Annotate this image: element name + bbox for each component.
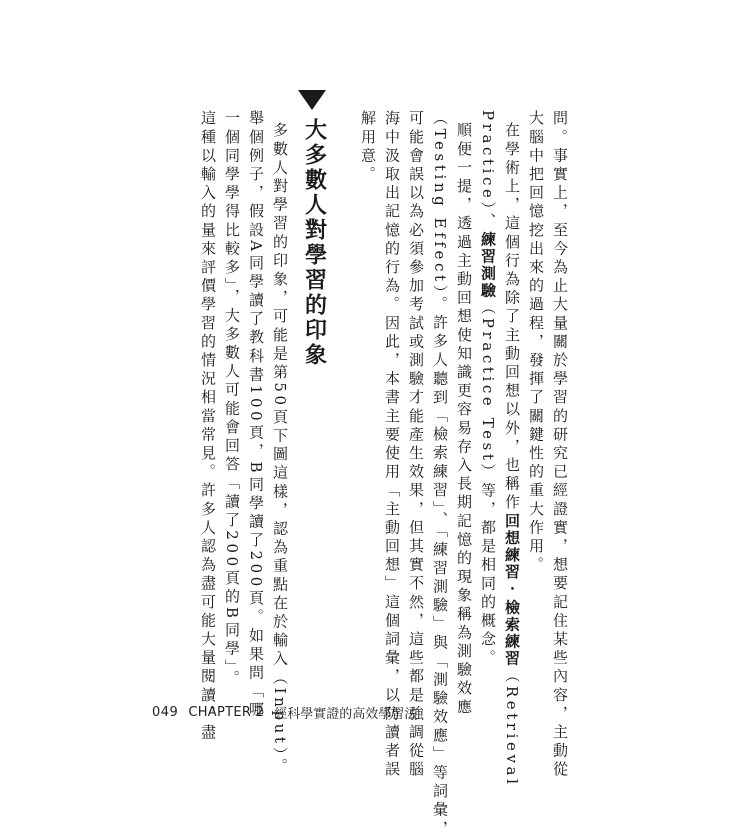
text-line <box>476 110 500 668</box>
section-heading <box>296 90 332 368</box>
text-line: 大腦中把回憶挖出來的過程，發揮了關鍵性的重大作用。 <box>527 110 545 575</box>
text-line: 多數人對學習的印象，可能是第50頁下圖這樣，認為重點在於輸入（Input）。 <box>271 122 289 777</box>
text-line: 順便一提，透過主動回想使知識更容易存入長期記憶的現象稱為測驗效應 <box>455 122 473 718</box>
bold-term: 回想練習 <box>503 512 521 581</box>
text-segment: Practice）、 <box>479 110 497 232</box>
text-line <box>500 122 524 787</box>
text-line: 海中汲取出記憶的行為。因此，本書主要使用「主動回想」這個詞彙，以防讀者誤 <box>383 110 401 780</box>
text-line: 這種以輸入的量來評價學習的情況相當常見。許多人認為盡可能大量閱讀，盡 <box>199 110 217 743</box>
text-segment: （Practice Test）等，都是相同的概念。 <box>479 299 497 669</box>
text-segment: （Retrieval <box>503 667 521 788</box>
chapter-title: 經科學實證的高效學習法 <box>274 706 418 722</box>
text-segment: 在學術上，這個行為除了主動回想以外，也稱作 <box>503 122 521 513</box>
text-line: （Testing Effect）。許多人聽到「檢索練習」、「練習測驗」與「測驗效應」等詞彙， <box>431 110 449 839</box>
text-segment: ・ <box>503 580 521 600</box>
text-line: 可能會誤以為必須參加考試或測驗才能產生效果，但其實不然，這些都是強調從腦 <box>407 110 425 780</box>
page-number: 049 <box>152 704 179 720</box>
triangle-marker-icon <box>298 90 326 110</box>
chapter-label: CHAPTER 2 <box>188 704 265 720</box>
text-line: 一個同學學得比較多」，大多數人可能會回答「讀了200頁的B同學」。 <box>223 110 241 689</box>
section-heading-text: 大多數人對學習的印象 <box>301 118 327 368</box>
text-line: 解用意。 <box>359 110 377 185</box>
page-footer <box>152 702 417 722</box>
text-line: 舉個例子，假設A同學讀了教科書100頁，B同學讀了200頁。如果問「哪 <box>247 110 265 721</box>
text-line: 問。事實上，至今為止大量關於學習的研究已經證實，想要記住某些內容，主動從 <box>551 110 569 780</box>
bold-term: 練習測驗 <box>479 231 497 300</box>
bold-term: 檢索練習 <box>503 599 521 668</box>
